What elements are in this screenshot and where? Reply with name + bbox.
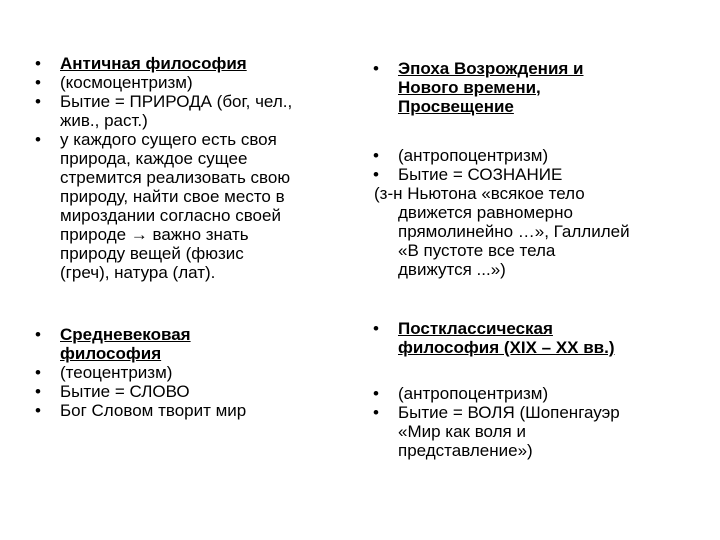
heading-line: Средневековая <box>60 325 191 344</box>
line: природа, каждое сущее <box>60 149 248 168</box>
line: стремится реализовать свою <box>60 168 291 187</box>
line: природе → важно знать <box>60 225 249 244</box>
ancient-philosophy-heading <box>30 54 360 73</box>
right-bottom-block <box>368 319 708 460</box>
line: • у каждого сущего есть своя <box>60 130 277 149</box>
line: «Мир как воля и <box>398 422 526 441</box>
right-top-block <box>368 59 708 279</box>
line: природу вещей (фюзис <box>60 244 244 263</box>
medieval-description: • Бог Словом творит мир <box>30 401 360 420</box>
line: • Бытие = ПРИРОДА (бог, чел., <box>60 92 293 111</box>
ancient-being <box>30 92 360 130</box>
line: • Бытие = ВОЛЯ (Шопенгауэр <box>398 403 620 422</box>
line: мироздании согласно своей <box>60 206 281 225</box>
renaissance-heading <box>368 59 708 116</box>
left-top-block <box>30 54 360 282</box>
postclassical-heading <box>368 319 708 357</box>
line: природу, найти свое место в <box>60 187 285 206</box>
postclassical-concept: • (антропоцентризм) <box>368 384 708 403</box>
medieval-concept: • (теоцентризм) <box>30 363 360 382</box>
line: прямолинейно …», Галлилей <box>398 222 630 241</box>
medieval-being: • Бытие = СЛОВО <box>30 382 360 401</box>
renaissance-concept: • (антропоцентризм) <box>368 146 708 165</box>
line: жив., раст.) <box>60 111 148 130</box>
renaissance-quote <box>374 184 708 279</box>
heading-line: Эпоха Возрождения и <box>398 59 584 78</box>
heading-line: философия <box>60 344 162 363</box>
renaissance-being: • Бытие = СОЗНАНИЕ <box>368 165 708 184</box>
left-bottom-block <box>30 325 360 420</box>
line: (з-н Ньютона «всякое тело <box>374 184 585 203</box>
ancient-description <box>30 130 360 282</box>
line: движутся ...») <box>398 260 506 279</box>
line: представление») <box>398 441 533 460</box>
line: «В пустоте все тела <box>398 241 556 260</box>
postclassical-being <box>368 403 708 460</box>
heading-text: Античная философия <box>60 54 247 73</box>
line: (греч), натура (лат). <box>60 263 216 282</box>
heading-line: философия (XIX – XX вв.) <box>398 338 615 357</box>
heading-line: Нового времени, <box>398 78 541 97</box>
heading-line: Просвещение <box>398 97 514 116</box>
line: движется равномерно <box>398 203 573 222</box>
heading-line: Постклассическая <box>398 319 553 338</box>
ancient-concept: • (космоцентризм) <box>30 73 360 92</box>
medieval-philosophy-heading <box>30 325 360 363</box>
